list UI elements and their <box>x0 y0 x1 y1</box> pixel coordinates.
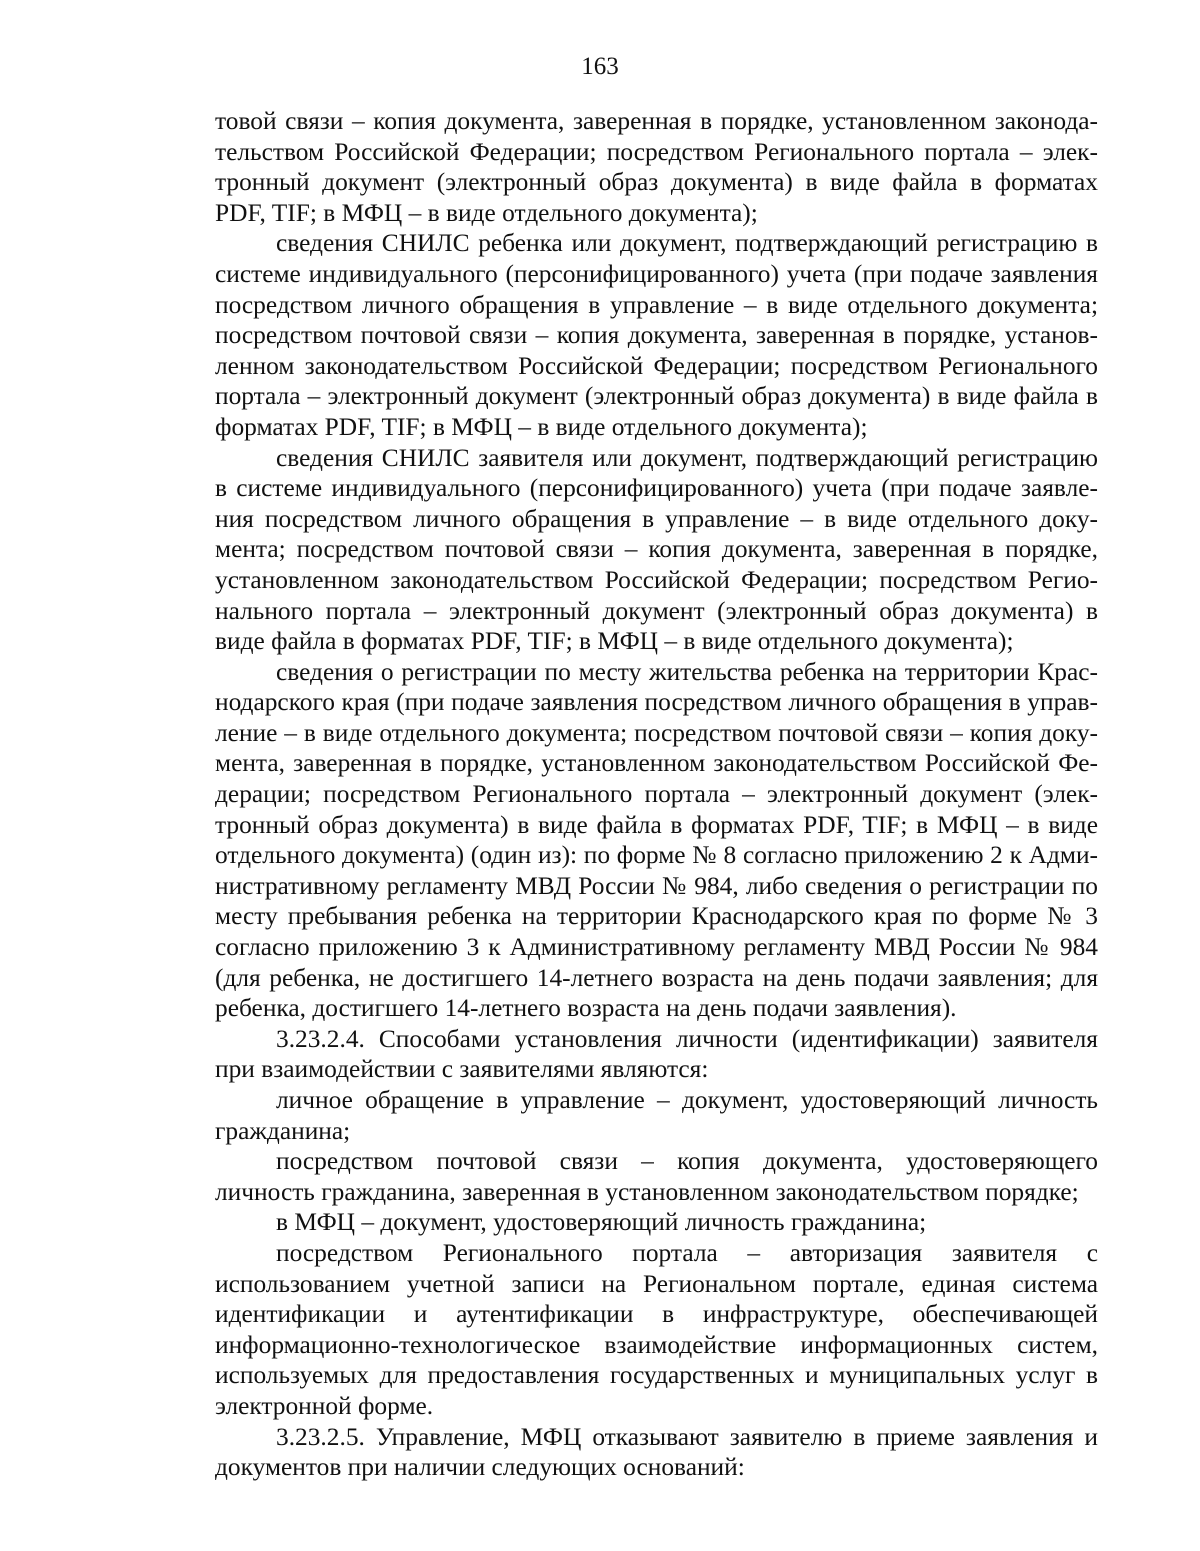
paragraph-registration: сведения о регистрации по месту жительства ребенка на территории Краснодарского края (при подаче заявления посредством личного обращения в управление – в виде отдельного документа; посредством почтовой связи – копия документа, заверенная в порядке, установленном законодательством Российской Федерации; посредством Регионального портала – электронный документ (электронный образ документа) в виде файла в форматах PDF, TIF; в МФЦ – в виде отдельного документа) (один из): по форме № 8 согласно приложению 2 к Административному регламенту МВД России № 984, либо сведения о регистрации по месту пребывания ребенка на территории Краснодарского края по форме № 3 согласно приложению 3 к Административному регламенту МВД России № 984 (для ребенка, не достигшего 14-летнего возраста на день подачи заявления; для ребенка, достигшего 14-летнего возраста на день подачи заявления). <box>215 657 1098 1023</box>
page-number: 163 <box>581 53 619 80</box>
document-body <box>215 106 1098 1483</box>
paragraph-regional-portal: посредством Регионального портала – авторизация заявителя с использованием учетной записи на Региональном портале, единая система идентификации и аутентификации в инфраструктуре, обеспечивающей информационно-технологическое взаимодействие информационных систем, используемых для предоставления государственных и муниципальных услуг в электронной форме. <box>215 1238 1098 1420</box>
paragraph-snils-applicant: сведения СНИЛС заявителя или документ, подтверждающий регистрацию в системе индивидуального (персонифицированного) учета (при подаче заявления посредством личного обращения в управление – в виде отдельного документа; посредством почтовой связи – копия документа, заверенная в порядке, установленном законодательством Российской Федерации; посредством Регионального портала – электронный документ (электронный образ документа) в виде файла в форматах PDF, TIF; в МФЦ – в виде отдельного документа); <box>215 443 1098 656</box>
paragraph-refusal-grounds: 3.23.2.5. Управление, МФЦ отказывают заявителю в приеме заявления и документов при наличии следующих оснований: <box>215 1422 1098 1482</box>
paragraph-snils-child: сведения СНИЛС ребенка или документ, подтверждающий регистрацию в системе индивидуального (персонифицированного) учета (при подаче заявления посредством личного обращения в управление – в виде отдельного документа; посредством почтовой связи – копия документа, заверенная в порядке, установленном законодательством Российской Федерации; посредством Регионального портала – электронный документ (электронный образ документа) в виде файла в форматах PDF, TIF; в МФЦ – в виде отдельного документа); <box>215 229 1098 441</box>
paragraph-mfc: в МФЦ – документ, удостоверяющий личность гражданина; <box>276 1208 927 1237</box>
paragraph-identification-methods: 3.23.2.4. Способами установления личности (идентификации) заявителя при взаимодействии с заявителями являются: <box>215 1024 1098 1084</box>
paragraph-continuation: товой связи – копия документа, заверенная в порядке, установленном законодательством Российской Федерации; посредством Регионального портала – электронный документ (электронный образ документа) в виде файла в форматах PDF, TIF; в МФЦ – в виде отдельного документа); <box>215 107 1098 227</box>
paragraph-personal-visit: личное обращение в управление – документ, удостоверяющий личность гражданина; <box>215 1086 1098 1145</box>
paragraph-postal: посредством почтовой связи – копия документа, удостоверяющего личность гражданина, заверенная в установленном законодательством порядке; <box>215 1147 1098 1206</box>
